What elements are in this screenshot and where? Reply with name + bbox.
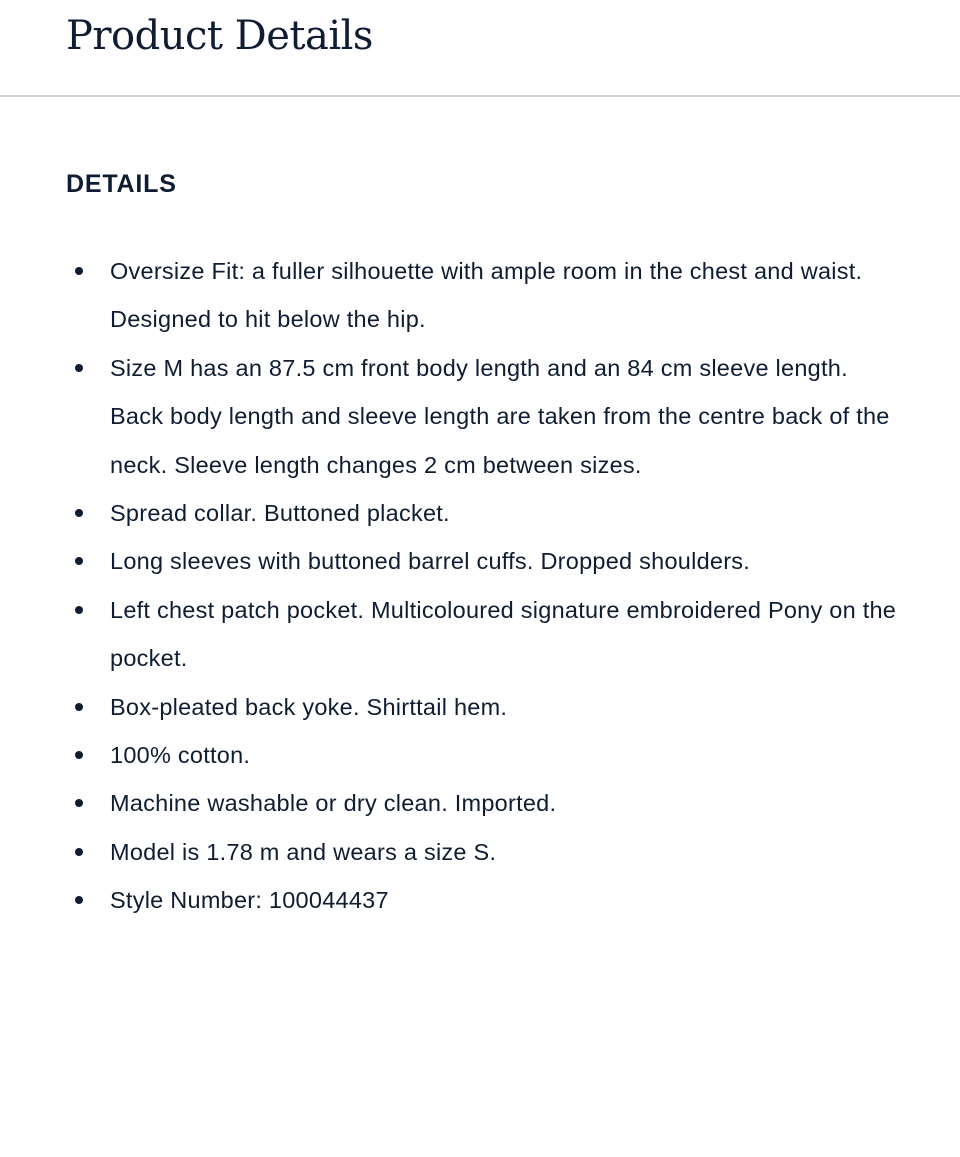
- product-details-header: [0, 0, 960, 97]
- list-item-text: Model is 1.78 m and wears a size S.: [110, 838, 497, 865]
- list-item-text: Machine washable or dry clean. Imported.: [110, 790, 557, 817]
- list-item-text: 100% cotton.: [110, 742, 251, 769]
- bullet-icon: [75, 751, 83, 759]
- bullet-icon: [75, 848, 83, 856]
- list-item: [110, 683, 900, 731]
- bullet-icon: [75, 364, 83, 372]
- list-item: [110, 876, 900, 924]
- list-item-text: Size M has an 87.5 cm front body length and an 84 cm sleeve length. Back body length and sleeve length are taken from the centre back of the neck. Sleeve length changes 2 cm between sizes.: [110, 354, 890, 478]
- list-item: [110, 537, 900, 585]
- bullet-icon: [75, 799, 83, 807]
- details-list: [110, 247, 900, 925]
- list-item-text: Oversize Fit: a fuller silhouette with ample room in the chest and waist. Designed to hit below the hip.: [110, 258, 863, 333]
- list-item-text: Long sleeves with buttoned barrel cuffs. Dropped shoulders.: [110, 548, 751, 575]
- details-heading: DETAILS: [66, 170, 177, 198]
- page-title: Product Details: [66, 13, 373, 59]
- list-item-text: Box-pleated back yoke. Shirttail hem.: [110, 693, 508, 720]
- list-item-text: Left chest patch pocket. Multicoloured signature embroidered Pony on the pocket.: [110, 596, 897, 672]
- list-item: [110, 247, 900, 344]
- list-item-text: Spread collar. Buttoned placket.: [110, 500, 450, 527]
- bullet-icon: [75, 606, 83, 614]
- list-item: [110, 731, 900, 779]
- bullet-icon: [75, 509, 83, 517]
- list-item-text: Style Number: 100044437: [110, 887, 389, 914]
- bullet-icon: [75, 703, 83, 711]
- bullet-icon: [75, 557, 83, 565]
- list-item: [110, 489, 900, 537]
- list-item: [110, 779, 900, 827]
- bullet-icon: [75, 267, 83, 275]
- list-item: [110, 828, 900, 876]
- list-item: [110, 586, 900, 683]
- list-item: [110, 344, 900, 489]
- bullet-icon: [75, 896, 83, 904]
